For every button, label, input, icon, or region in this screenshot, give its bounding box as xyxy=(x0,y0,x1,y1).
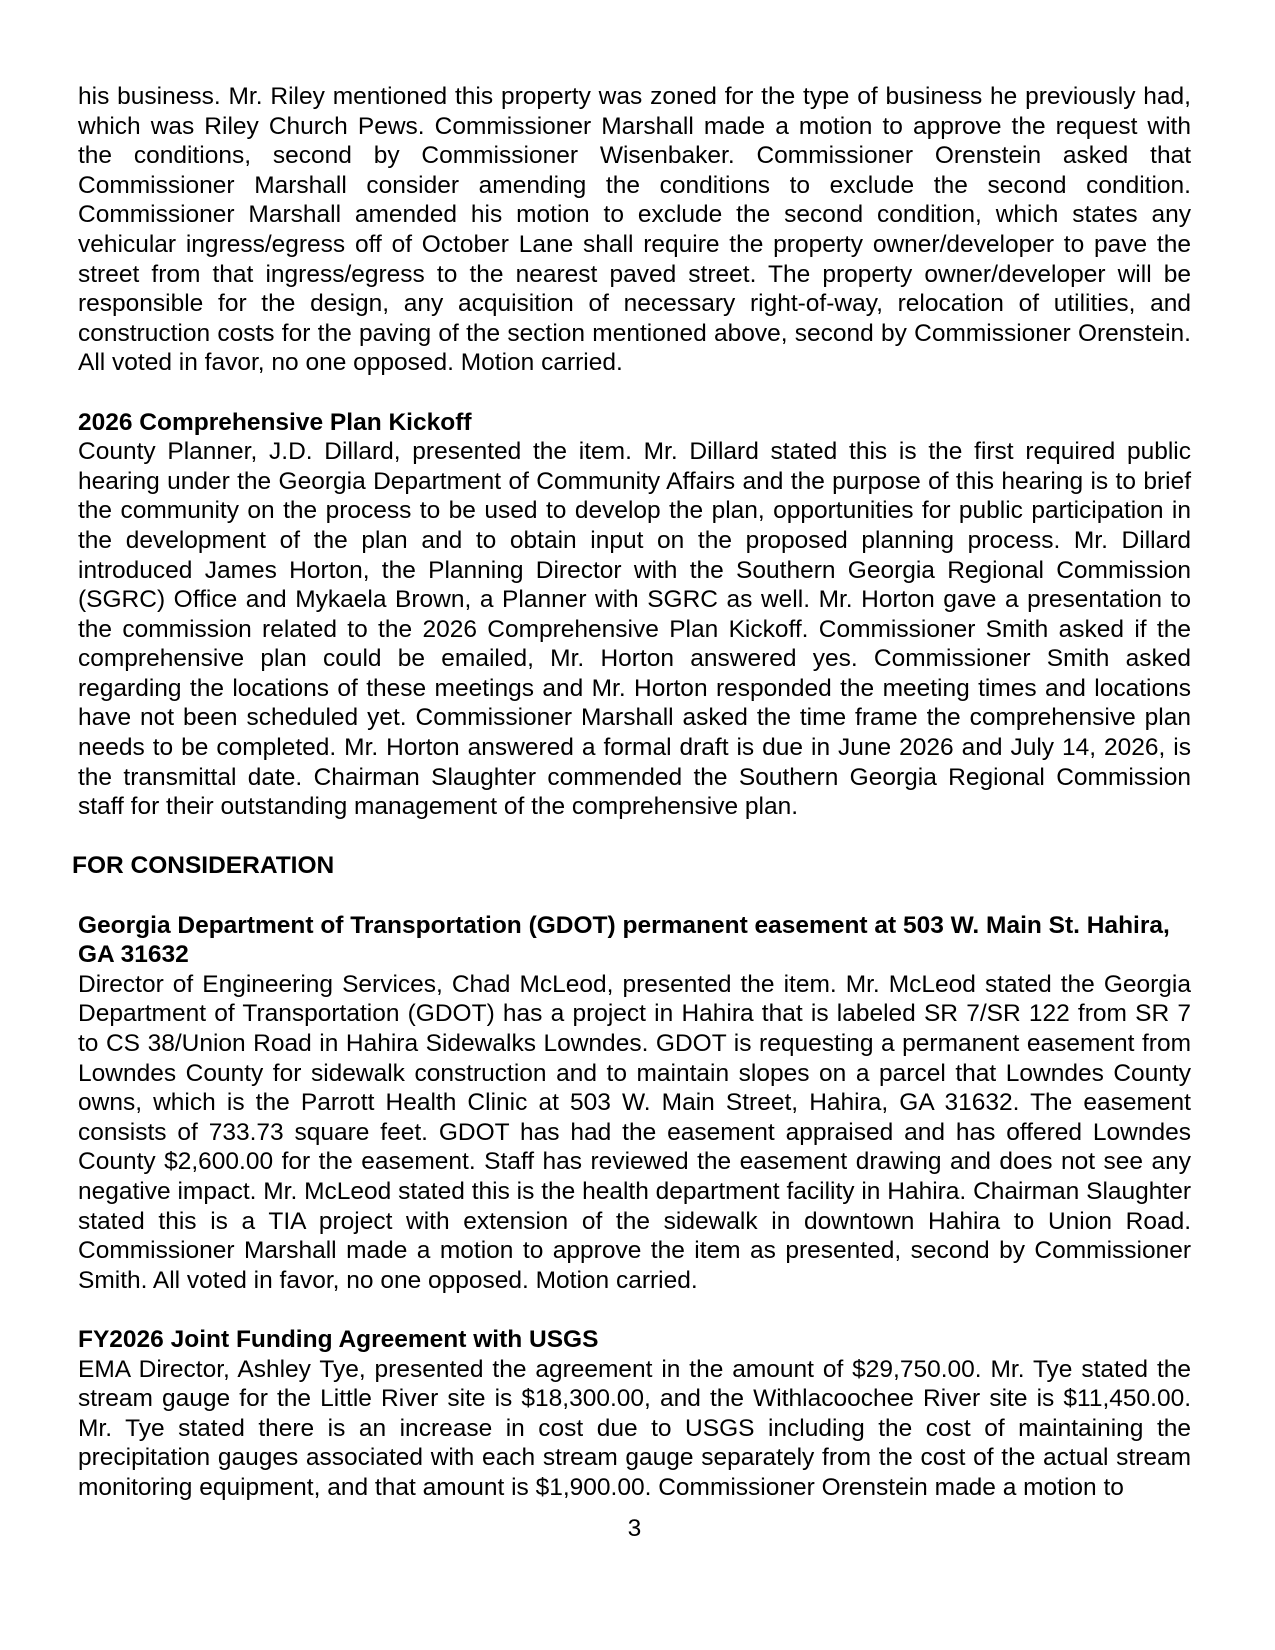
text-line: responsible for the design, any acquisition of necessary right-of-way, relocation of utilities, and xyxy=(78,290,1191,318)
text-line: the conditions, second by Commissioner Wisenbaker. Commissioner Orenstein asked that xyxy=(78,142,1191,170)
text-line: Department of Transportation (GDOT) has a project in Hahira that is labeled SR 7/SR 122 from SR 7 xyxy=(78,1000,1191,1028)
heading-for-consideration xyxy=(72,851,1191,881)
text-line: stated this is a TIA project with extension of the sidewalk in downtown Hahira to Union Road. xyxy=(78,1207,1191,1235)
text-line: FY2026 Joint Funding Agreement with USGS xyxy=(78,1325,599,1353)
text-line: Commissioner Marshall made a motion to approve the item as presented, second by Commissioner xyxy=(78,1237,1191,1265)
usgs-agreement-paragraph xyxy=(78,1355,1191,1503)
page-number: 3 xyxy=(627,1515,642,1542)
text-line: have not been scheduled yet. Commissioner Marshall asked the time frame the comprehensive plan xyxy=(78,704,1191,732)
text-line: owns, which is the Parrott Health Clinic at 503 W. Main Street, Hahira, GA 31632. The easement xyxy=(78,1089,1191,1117)
text-line: needs to be completed. Mr. Horton answered a formal draft is due in June 2026 and July 14, 2026, is xyxy=(78,734,1191,762)
text-line: stream gauge for the Little River site is $18,300.00, and the Withlacoochee River site is $11,450.00. xyxy=(78,1385,1191,1413)
text-line: which was Riley Church Pews. Commissioner Marshall made a motion to approve the request with xyxy=(78,112,1191,140)
rezoning-request-paragraph xyxy=(78,82,1191,378)
text-line: vehicular ingress/egress off of October Lane shall require the property owner/developer to pave the xyxy=(78,230,1191,258)
text-line: Commissioner Marshall consider amending the conditions to exclude the second condition. xyxy=(78,171,1191,199)
text-line: County Planner, J.D. Dillard, presented the item. Mr. Dillard stated this is the first required public xyxy=(78,438,1191,466)
comprehensive-plan-paragraph xyxy=(78,437,1191,822)
text-line: GA 31632 xyxy=(78,941,189,969)
text-line: negative impact. Mr. McLeod stated this is the health department facility in Hahira. Chairman Slaughter xyxy=(78,1177,1191,1205)
text-line: comprehensive plan could be emailed, Mr. Horton answered yes. Commissioner Smith asked xyxy=(78,645,1191,673)
text-line: the commission related to the 2026 Comprehensive Plan Kickoff. Commissioner Smith asked if the xyxy=(78,615,1191,643)
text-line: Mr. Tye stated there is an increase in cost due to USGS including the cost of maintaining the xyxy=(78,1414,1191,1442)
text-line: construction costs for the paving of the section mentioned above, second by Commissioner Orenstein. xyxy=(78,319,1191,347)
text-line: his business. Mr. Riley mentioned this property was zoned for the type of business he previously had, xyxy=(78,83,1191,110)
text-line: FOR CONSIDERATION xyxy=(72,852,335,880)
heading-gdot-easement xyxy=(78,911,1191,970)
text-line: staff for their outstanding management of the comprehensive plan. xyxy=(78,793,799,821)
text-line: Commissioner Marshall amended his motion to exclude the second condition, which states any xyxy=(78,201,1191,229)
heading-comprehensive-plan-kickoff xyxy=(78,408,1191,438)
text-line: Smith. All voted in favor, no one opposed. Motion carried. xyxy=(78,1266,698,1294)
text-line: consists of 733.73 square feet. GDOT has had the easement appraised and has offered Lowndes xyxy=(78,1118,1191,1146)
text-line: EMA Director, Ashley Tye, presented the agreement in the amount of $29,750.00. Mr. Tye stated the xyxy=(78,1355,1191,1383)
text-line: the transmittal date. Chairman Slaughter commended the Southern Georgia Regional Commission xyxy=(78,763,1191,791)
text-line: precipitation gauges associated with each stream gauge separately from the cost of the actual stream xyxy=(78,1444,1191,1472)
heading-usgs-agreement xyxy=(78,1325,1191,1355)
text-line: Lowndes County for sidewalk construction and to maintain slopes on a parcel that Lowndes County xyxy=(78,1059,1191,1087)
document-content xyxy=(72,82,1191,1503)
text-line: monitoring equipment, and that amount is $1,900.00. Commissioner Orenstein made a motion to xyxy=(78,1473,1124,1501)
text-line: to CS 38/Union Road in Hahira Sidewalks Lowndes. GDOT is requesting a permanent easement from xyxy=(78,1030,1191,1057)
text-line: the development of the plan and to obtain input on the proposed planning process. Mr. Dillard xyxy=(78,526,1191,554)
text-line: 2026 Comprehensive Plan Kickoff xyxy=(78,408,472,436)
gdot-easement-paragraph xyxy=(78,970,1191,1296)
text-line: Georgia Department of Transportation (GDOT) permanent easement at 503 W. Main St. Hahira, xyxy=(78,911,1170,939)
text-line: regarding the locations of these meetings and Mr. Horton responded the meeting times and locations xyxy=(78,674,1191,702)
text-line: the community on the process to be used to develop the plan, opportunities for public participation in xyxy=(78,497,1191,525)
text-line: hearing under the Georgia Department of Community Affairs and the purpose of this hearing is to brief xyxy=(78,467,1191,495)
text-line: County $2,600.00 for the easement. Staff has reviewed the easement drawing and does not see any xyxy=(78,1148,1191,1176)
text-line: introduced James Horton, the Planning Director with the Southern Georgia Regional Commission xyxy=(78,556,1191,584)
text-line: street from that ingress/egress to the nearest paved street. The property owner/developer will be xyxy=(78,260,1191,288)
text-line: (SGRC) Office and Mykaela Brown, a Planner with SGRC as well. Mr. Horton gave a presentation to xyxy=(78,586,1191,614)
text-line: Director of Engineering Services, Chad McLeod, presented the item. Mr. McLeod stated the Georgia xyxy=(78,970,1191,998)
text-line: All voted in favor, no one opposed. Motion carried. xyxy=(78,349,623,377)
